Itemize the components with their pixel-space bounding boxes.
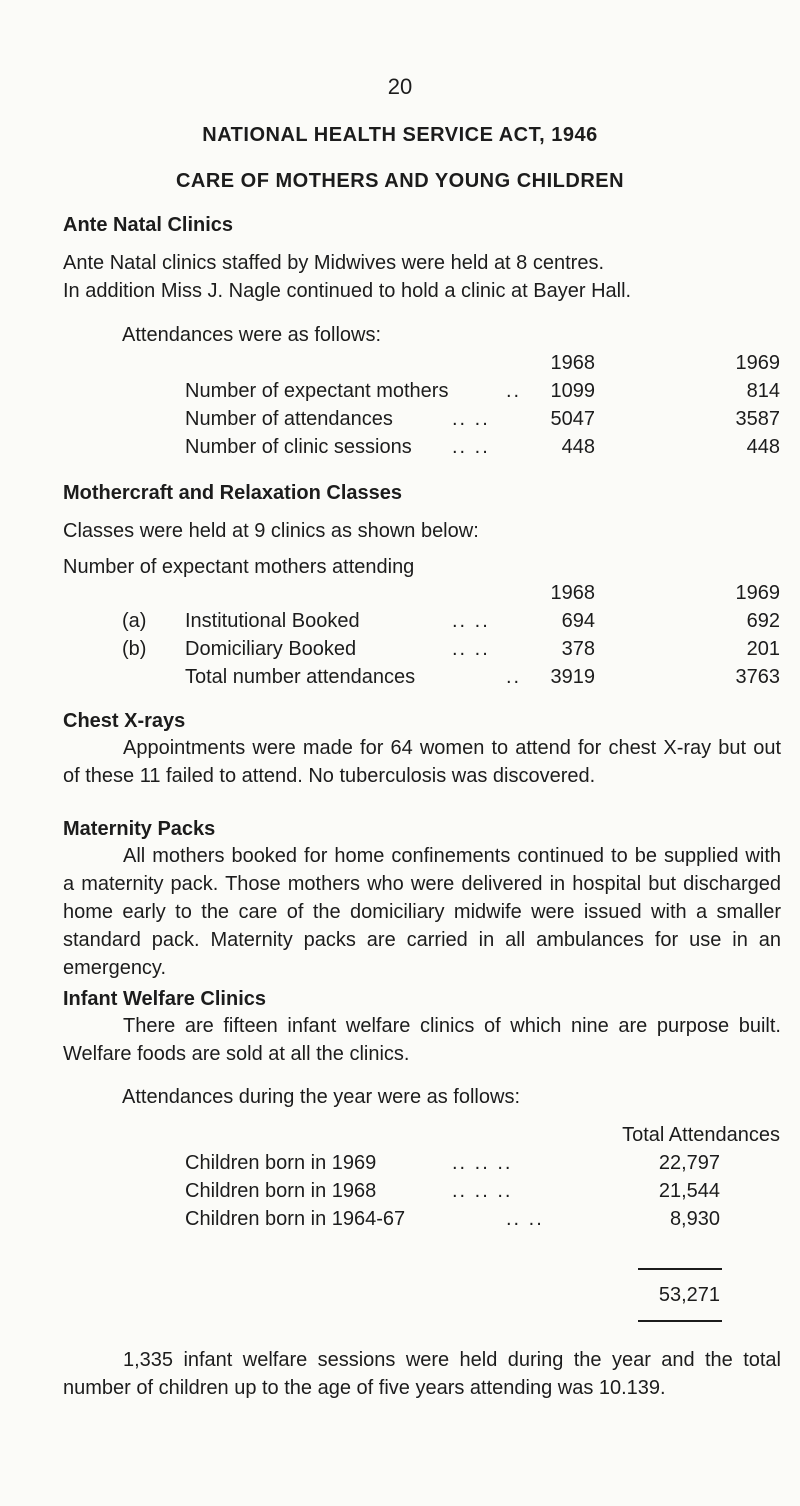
- mothercraft-row-value-1968: 378: [561, 638, 595, 660]
- mothercraft-heading: Mothercraft and Relaxation Classes: [63, 482, 402, 504]
- mothercraft-row-value-1968: 694: [561, 610, 595, 632]
- maternity-packs-text: All mothers booked for home confinements continued to be supplied with a maternity pack. Those mothers who were delivered in hospital but discharged home early to the care of the domiciliary midwife were issued with a smaller standard pack. Maternity packs are carried in all ambulances for use in an emergency.: [63, 845, 781, 979]
- ante-natal-row-dots: ..: [506, 380, 522, 402]
- ante-natal-row-label: Number of expectant mothers: [185, 380, 449, 402]
- ante-natal-row-value-1968: 1099: [550, 380, 595, 402]
- mothercraft-row-value-1969: 201: [746, 638, 780, 660]
- ante-natal-row-value-1968: 448: [561, 436, 595, 458]
- ante-natal-year-1968: 1968: [550, 352, 595, 374]
- mothercraft-row-value-1968: 3919: [550, 666, 595, 688]
- ante-natal-year-1969: 1969: [735, 352, 780, 374]
- infant-row-value: 21,544: [658, 1180, 720, 1202]
- mothercraft-row-label: Domiciliary Booked: [185, 638, 357, 660]
- total-rule-bottom: [638, 1320, 722, 1322]
- infant-row-label: Children born in 1969: [185, 1152, 377, 1174]
- ante-natal-intro: Attendances were as follows:: [122, 324, 382, 346]
- ante-natal-row-value-1968: 5047: [550, 408, 595, 430]
- ante-natal-row-dots: .. ..: [452, 436, 490, 458]
- maternity-packs-heading: Maternity Packs: [63, 818, 216, 840]
- mothercraft-row-dots: .. ..: [452, 610, 490, 632]
- document-title: NATIONAL HEALTH SERVICE ACT, 1946: [202, 124, 598, 146]
- mothercraft-row-label: Total number attendances: [185, 666, 416, 688]
- infant-total-value: 53,271: [658, 1284, 720, 1306]
- mothercraft-row-mark: (a): [122, 610, 147, 632]
- infant-welfare-closing: 1,335 infant welfare sessions were held during the year and the total number of children up to the age of five years attending was 10.139.: [63, 1349, 781, 1399]
- infant-welfare-intro: Attendances during the year were as follows:: [122, 1086, 520, 1108]
- ante-natal-row-value-1969: 814: [746, 380, 780, 402]
- mothercraft-year-1969: 1969: [735, 582, 780, 604]
- infant-total-attendances-header: Total Attendances: [622, 1124, 780, 1146]
- infant-row-value: 22,797: [658, 1152, 720, 1174]
- mothercraft-year-1968: 1968: [550, 582, 595, 604]
- mothercraft-row-label: Institutional Booked: [185, 610, 360, 632]
- mothercraft-line-1: Classes were held at 9 clinics as shown below:: [63, 520, 479, 542]
- infant-welfare-text: There are fifteen infant welfare clinics of which nine are purpose built. Welfare foods are sold at all the clinics.: [63, 1015, 781, 1065]
- ante-natal-line-1: Ante Natal clinics staffed by Midwives were held at 8 centres.: [63, 252, 604, 274]
- ante-natal-line-2: In addition Miss J. Nagle continued to hold a clinic at Bayer Hall.: [63, 280, 632, 302]
- infant-row-label: Children born in 1968: [185, 1180, 377, 1202]
- infant-row-dots: .. .. ..: [452, 1180, 513, 1202]
- infant-welfare-heading: Infant Welfare Clinics: [63, 988, 267, 1010]
- ante-natal-row-label: Number of clinic sessions: [185, 436, 412, 458]
- mothercraft-line-2: Number of expectant mothers attending: [63, 556, 415, 578]
- chest-xrays-text: Appointments were made for 64 women to attend for chest X-ray but out of these 11 failed to attend. No tuberculosis was discovered.: [63, 737, 781, 787]
- document-subtitle: CARE OF MOTHERS AND YOUNG CHILDREN: [175, 170, 625, 192]
- mothercraft-row-value-1969: 3763: [735, 666, 780, 688]
- total-rule-top: [638, 1268, 722, 1270]
- mothercraft-row-dots: .. ..: [452, 638, 490, 660]
- ante-natal-row-value-1969: 3587: [735, 408, 780, 430]
- mothercraft-row-dots: ..: [506, 666, 522, 688]
- infant-row-value: 8,930: [669, 1208, 720, 1230]
- infant-row-dots: .. .. ..: [452, 1152, 513, 1174]
- chest-xrays-heading: Chest X-rays: [63, 710, 186, 732]
- infant-row-dots: .. ..: [506, 1208, 544, 1230]
- mothercraft-row-mark: (b): [122, 638, 147, 660]
- page-number: 20: [387, 74, 413, 99]
- mothercraft-row-value-1969: 692: [746, 610, 780, 632]
- ante-natal-row-dots: .. ..: [452, 408, 490, 430]
- ante-natal-row-value-1969: 448: [746, 436, 780, 458]
- infant-row-label: Children born in 1964-67: [185, 1208, 406, 1230]
- ante-natal-row-label: Number of attendances: [185, 408, 393, 430]
- ante-natal-heading: Ante Natal Clinics: [63, 214, 234, 236]
